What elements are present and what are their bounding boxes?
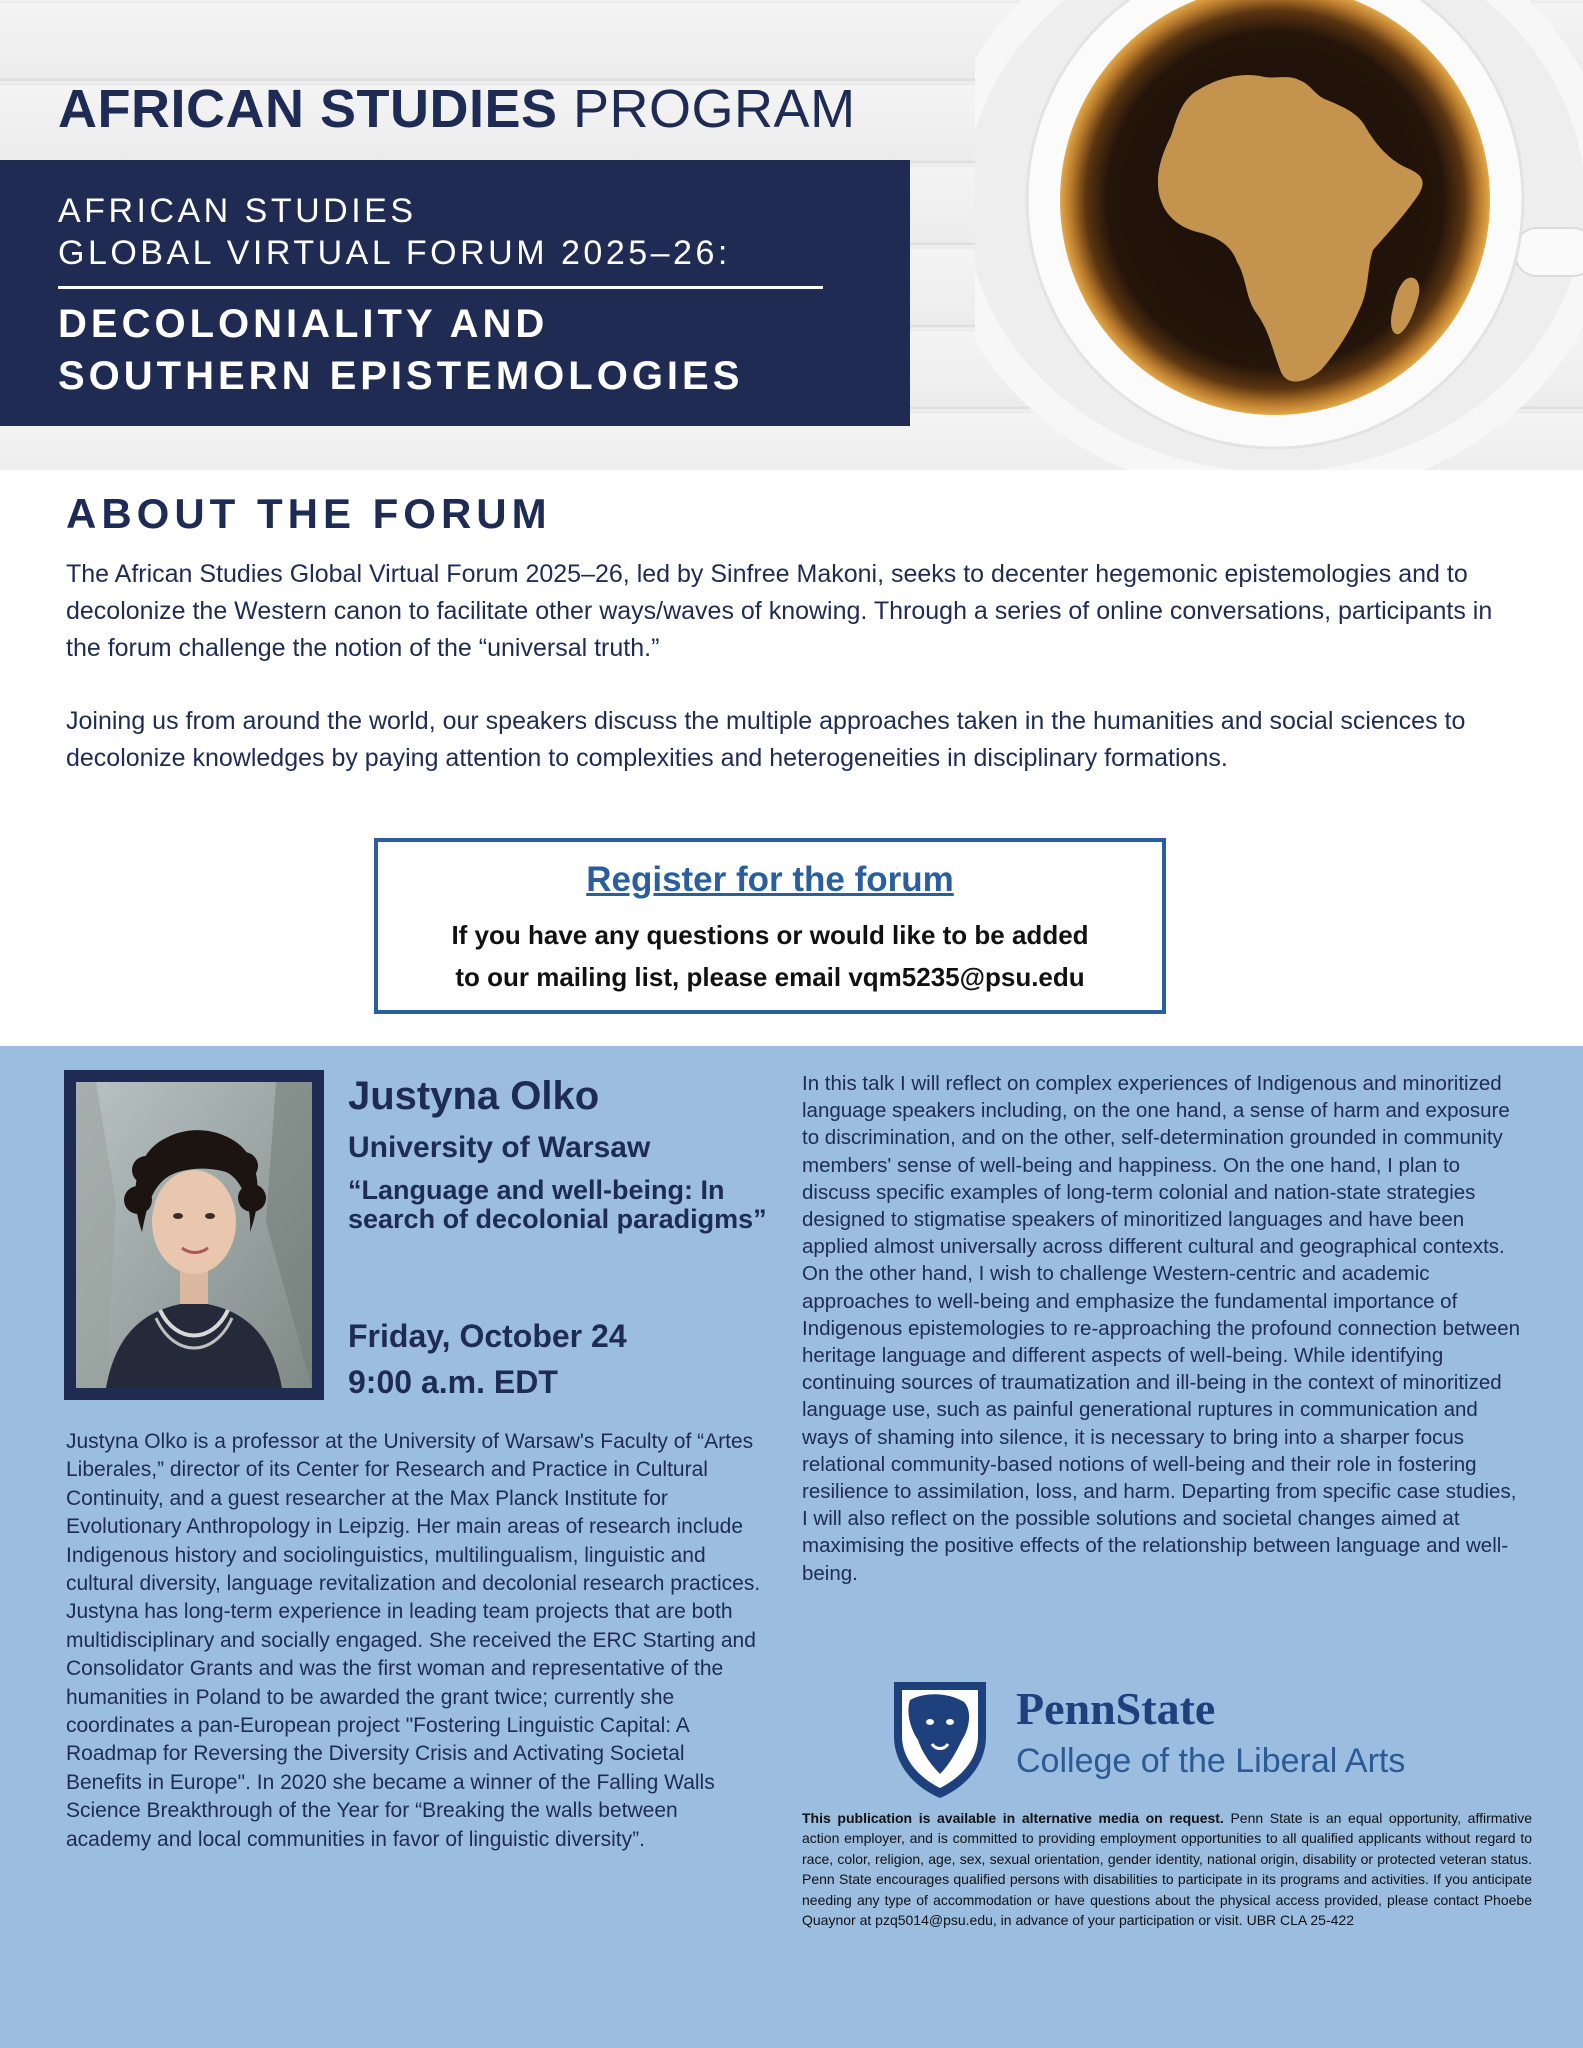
speaker-affiliation: University of Warsaw [348,1131,651,1164]
accessibility-disclaimer [802,1808,1532,1930]
forum-series-line1: AFRICAN STUDIES [58,192,417,230]
face [152,1170,236,1274]
about-heading: ABOUT THE FORUM [66,490,552,537]
program-title-light: PROGRAM [573,79,856,139]
talk-date: Friday, October 24 [348,1318,627,1354]
about-paragraph-1: The African Studies Global Virtual Forum 2025–26, led by Sinfree Makoni, seeks to decenter hegemonic epistemologies and to decolonize the Western canon to facilitate other ways/waves of knowing. Through a series of online conversations, participants in the forum challenge the notion of the “universal truth.” [66,560,1493,662]
register-link[interactable]: Register for the forum [586,860,954,899]
speaker-bio: Justyna Olko is a professor at the University of Warsaw's Faculty of “Artes Liberales,” director of its Center for Research and Practice in Cultural Continuity, and a guest researcher at the Max Planck Institute for Evolutionary Anthropology in Leipzig. Her main areas of research include Indigenous history and sociolinguistics, multilingualism, linguistic and cultural diversity, language revitalization and decolonial research practices. Justyna has long-term experience in leading team projects that are both multidisciplinary and socially engaged. She received the ERC Starting and Consolidator Grants and was the first woman and representative of the humanities in Poland to be awarded the grant twice; currently she coordinates a pan-European project "Fostering Linguistic Capital: A Roadmap for Reversing the Diversity Crisis and Activating Societal Benefits in Europe". In 2020 she became a winner of the Falling Walls Science Breakthrough of the Year for “Breaking the walls between academy and local communities in favor of linguistic diversity”. [66,1430,761,1851]
speaker-name: Justyna Olko [348,1074,600,1118]
forum-series-line2: GLOBAL VIRTUAL FORUM 2025–26: [58,234,731,272]
talk-title: “Language and well-being: In search of decolonial paradigms” [348,1175,767,1234]
talk-abstract: In this talk I will reflect on complex experiences of Indigenous and minoritized language speakers including, on the one hand, a sense of harm and exposure to discrimination, and on the other, self-determination grounded in community members' sense of well-being and happiness. On the one hand, I plan to discuss specific examples of long-term colonial and nation-state strategies designed to stigmatise speakers of minoritized languages and have been applied almost universally across different cultural and geographical contexts. On the other hand, I wish to challenge Western-centric and academic approaches to well-being and emphasize the fundamental importance of Indigenous epistemologies to re-approaching the profound connection between heritage language and different aspects of well-being. While identifying continuing sources of traumatization and ill-being in the context of minoritized language use, such as painful generational ruptures in communication and ways of shaming into silence, it is necessary to bring into a sharper focus relational community-based notions of well-being and their role in fostering resilience to assimilation, loss, and harm. Departing from specific case studies, I will also reflect on the possible solutions and societal changes aimed at maximising the positive effects of the relationship between language and well-being. [802,1072,1521,1585]
pennstate-logo [890,1678,1450,1800]
forum-topic-line2: SOUTHERN EPISTEMOLOGIES [58,354,744,398]
program-title-strong: AFRICAN STUDIES [58,79,558,139]
program-title [58,78,856,140]
forum-topic-title [58,298,743,402]
forum-topic-line1: DECOLONIALITY AND [58,302,549,346]
speaker-portrait-illustration [76,1082,312,1388]
forum-title-banner [0,160,910,426]
disclaimer-body: Penn State is an equal opportunity, affirmative action employer, and is committed to providing employment opportunities to all qualified applicants without regard to race, color, religion, age, sex, sexual orientation, gender identity, national origin, disability or protected veteran status. Penn State encourages qualified persons with disabilities to participate in its programs and activities. If you anticipate needing any type of accommodation or have questions about the physical access provided, please contact Phoebe Quaynor at pzq5014@psu.edu, in advance of your participation or visit. UBR CLA 25-422 [802,1810,1533,1929]
forum-series-title [58,190,731,274]
speaker-photo [64,1070,324,1400]
mailing-list-note [378,914,1162,998]
mailing-list-note-line2: to our mailing list, please email vqm5235@psu.edu [455,962,1085,992]
cup-handle [1515,228,1583,276]
logo-college: College of the Liberal Arts [1016,1742,1406,1780]
register-box [374,838,1166,1014]
speaker-section [0,1046,1583,2048]
mailing-list-note-line1: If you have any questions or would like to be added [451,920,1089,950]
about-paragraph-2: Joining us from around the world, our speakers discuss the multiple approaches taken in the humanities and social sciences to decolonize knowledges by paying attention to complexities and heterogeneities in disciplinary formations. [66,707,1466,772]
talk-time: 9:00 a.m. EDT [348,1364,558,1400]
coffee-cup-africa-illustration [975,0,1583,470]
nittany-lion-shield-icon [890,1678,990,1800]
header-banner [0,0,1583,470]
logo-name: PennState [1016,1683,1216,1734]
forum-divider [58,286,823,289]
disclaimer-lead: This publication is available in alternative media on request. [802,1810,1224,1826]
